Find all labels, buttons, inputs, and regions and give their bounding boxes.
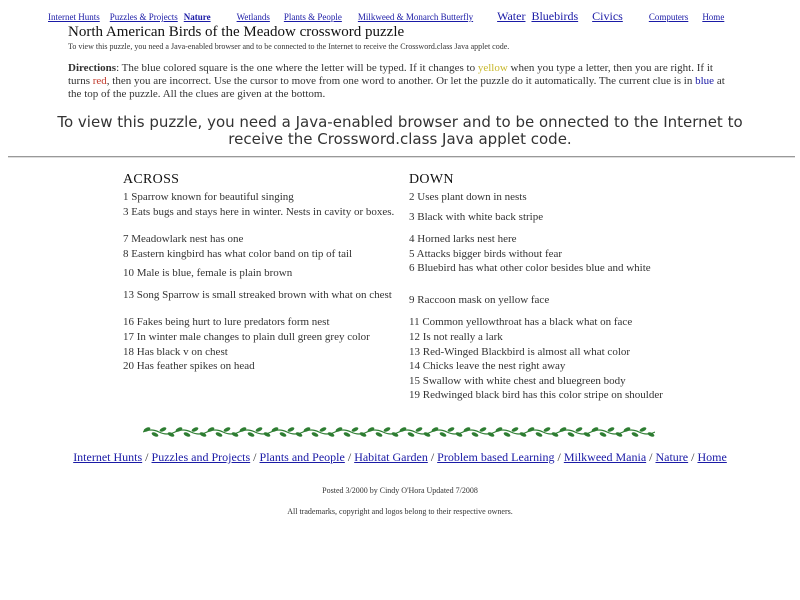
leaf-icon (511, 426, 519, 432)
across-clue: 18 Has black v on chest (123, 346, 228, 358)
directions-paragraph (68, 62, 728, 101)
down-clue: 3 Black with white back stripe (409, 211, 544, 223)
down-clues (409, 172, 674, 401)
bottom-nav-link[interactable]: Plants and People (259, 450, 345, 464)
leaf-icon (607, 426, 615, 432)
directions-red-word: red (92, 75, 107, 87)
leaf-icon (311, 431, 319, 437)
nav-separator: / (142, 450, 152, 464)
leaf-icon (223, 426, 231, 432)
top-nav-link[interactable]: Internet Hunts (48, 12, 100, 22)
leaf-icon (351, 426, 359, 432)
bottom-nav-link[interactable]: Nature (655, 450, 689, 464)
down-clue: 13 Red-Winged Blackbird is almost all what color (409, 346, 631, 358)
across-clue: 17 In winter male changes to plain dull green grey color (123, 331, 370, 343)
top-nav-link[interactable]: Water (497, 9, 526, 23)
nav-separator: / (554, 450, 564, 464)
leaf-icon (535, 431, 543, 437)
nav-separator: / (344, 450, 355, 464)
leaf-icon (599, 431, 607, 437)
directions-blue-word: blue (695, 75, 715, 87)
top-nav-link[interactable]: Puzzles & Projects (109, 12, 178, 22)
across-clue: 3 Eats bugs and stays here in winter. Nests in cavity or boxes. (123, 206, 395, 218)
leaf-icon (575, 426, 583, 432)
leaf-icon (319, 426, 327, 432)
top-nav-link[interactable]: Milkweed & Monarch Butterfly (357, 12, 474, 22)
posted-date: Posted 3/2000 by Cindy O'Hora Updated 7/2008 (322, 486, 478, 495)
leaf-icon (191, 426, 199, 432)
bottom-nav-link[interactable]: Internet Hunts (73, 450, 143, 464)
across-clues (123, 172, 408, 372)
leaf-icon (247, 431, 255, 437)
down-clue: 19 Redwinged black bird has this color stripe on shoulder (409, 389, 663, 401)
leaf-icon (447, 426, 455, 432)
across-clue: 7 Meadowlark nest has one (123, 233, 244, 245)
down-clue: 15 Swallow with white chest and bluegreen body (409, 375, 626, 387)
across-clue: 16 Fakes being hurt to lure predators form nest (123, 316, 330, 328)
directions-label: Directions (68, 62, 117, 74)
leaf-icon (151, 431, 159, 437)
leaf-icon (543, 426, 551, 432)
down-clue: 9 Raccoon mask on yellow face (409, 294, 550, 306)
bottom-nav-link[interactable]: Problem based Learning (437, 450, 555, 464)
leaf-icon (471, 431, 479, 437)
down-clue: 12 Is not really a lark (409, 331, 503, 343)
top-nav-link[interactable]: Bluebirds (531, 9, 579, 23)
top-nav-link[interactable]: Computers (648, 12, 689, 22)
leaf-icon (415, 426, 423, 432)
down-clue: 11 Common yellowthroat has a black what on face (409, 316, 633, 328)
directions-yellow-word: yellow (477, 62, 508, 74)
leaf-icon (567, 431, 575, 437)
leaf-icon (407, 431, 415, 437)
trademarks-notice: All trademarks, copyright and logos belong to their respective owners. (287, 507, 513, 516)
leaf-icon (479, 426, 487, 432)
down-clue: 4 Horned larks nest here (409, 233, 517, 245)
nav-separator: / (250, 450, 260, 464)
leaf-icon (343, 431, 351, 437)
across-clue: 10 Male is blue, female is plain brown (123, 267, 293, 279)
bottom-nav-link[interactable]: Home (697, 450, 727, 464)
leaf-icon (287, 426, 295, 432)
horizontal-divider (8, 156, 795, 158)
down-clue: 6 Bluebird has what other color besides blue and white (409, 262, 651, 274)
leaf-icon (439, 431, 447, 437)
bottom-nav-link[interactable]: Habitat Garden (354, 450, 428, 464)
nav-separator: / (688, 450, 698, 464)
bottom-nav-link[interactable]: Milkweed Mania (563, 450, 647, 464)
leaf-icon (631, 431, 639, 437)
down-clue: 14 Chicks leave the nest right away (409, 360, 566, 372)
top-nav (48, 9, 788, 24)
nav-separator: / (427, 450, 438, 464)
bottom-nav-link[interactable]: Puzzles and Projects (151, 450, 251, 464)
leaf-icon (375, 431, 383, 437)
top-nav-link[interactable]: Plants & People (283, 12, 342, 22)
vine-divider (143, 426, 655, 438)
nav-separator: / (646, 450, 656, 464)
page-title: North American Birds of the Meadow crossword puzzle (68, 24, 405, 40)
top-nav-link[interactable]: Civics (592, 9, 623, 23)
leaf-icon (255, 426, 263, 432)
top-nav-link[interactable]: Home (702, 12, 725, 22)
across-clue: 13 Song Sparrow is small streaked brown with what on chest (123, 289, 392, 301)
across-clue: 8 Eastern kingbird has what color band on tip of tail (123, 248, 353, 260)
leaf-icon (383, 426, 391, 432)
top-nav-link[interactable]: Wetlands (236, 12, 270, 22)
leaf-icon (639, 426, 647, 432)
across-clue: 20 Has feather spikes on head (123, 360, 255, 372)
java-note-small: To view this puzzle, you need a Java-enabled browser and to be connected to the Internet to receive the Crossword.class Java applet code. (68, 42, 510, 51)
down-clue: 5 Attacks bigger birds without fear (409, 248, 563, 260)
directions-text-4: at the top of the puzzle. All the clues are given at the bottom. (68, 75, 725, 100)
leaf-icon (279, 431, 287, 437)
leaf-icon (159, 426, 167, 432)
directions-text-2: when you type a letter, then you are right. If it turns (68, 62, 713, 87)
directions-text-3: , then you are incorrect. Use the cursor to move from one word to another. Or let the puzzle do it automatically. The current clue is in (106, 75, 696, 87)
down-clue: 2 Uses plant down in nests (409, 191, 527, 203)
down-heading: DOWN (409, 172, 454, 187)
top-nav-link[interactable]: Nature (183, 12, 211, 22)
leaf-icon (183, 431, 191, 437)
leaf-icon (503, 431, 511, 437)
across-heading: ACROSS (123, 172, 180, 187)
across-clue: 1 Sparrow known for beautiful singing (123, 191, 294, 203)
java-applet-notice: To view this puzzle, you need a Java-enabled browser and to be onnected to the Internet to receive the Crossword.class Java applet code. (57, 113, 743, 148)
directions-text-1: : The blue colored square is the one where the letter will be typed. If it changes to (116, 62, 478, 74)
bottom-nav (0, 450, 800, 465)
leaf-icon (215, 431, 223, 437)
